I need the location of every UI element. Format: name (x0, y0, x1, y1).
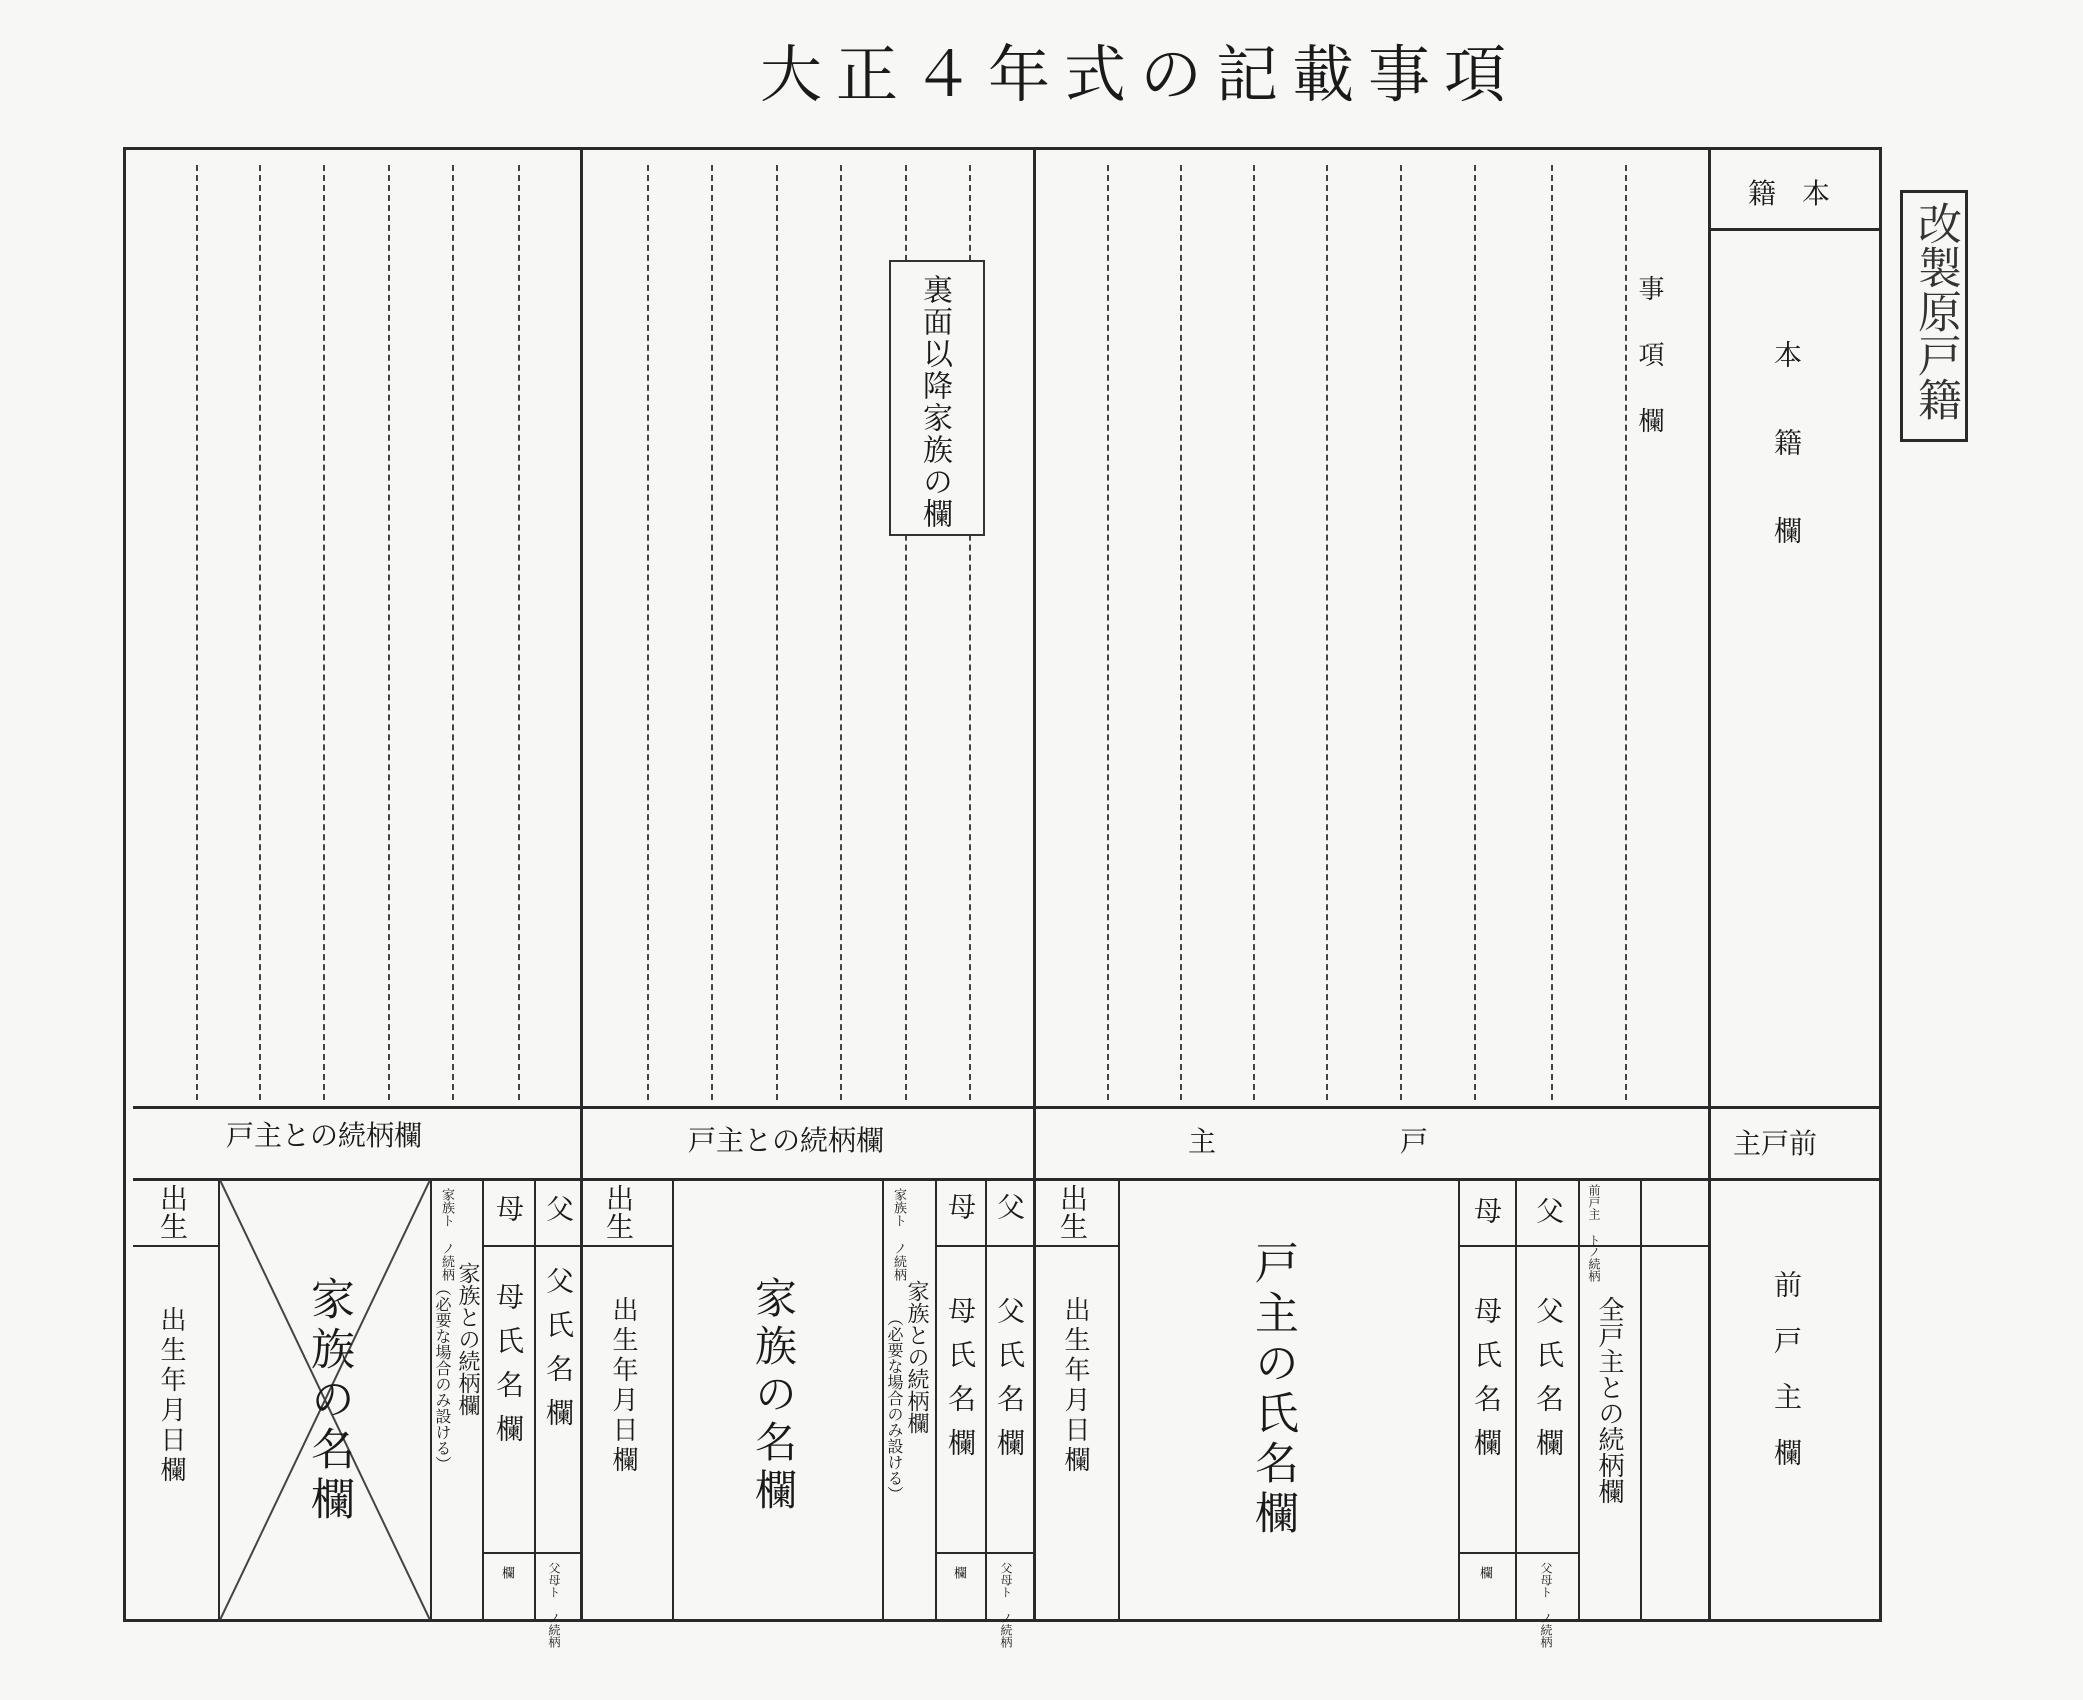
ko-zen-rel-label: 全戸主との続柄欄 (1594, 1296, 1624, 1504)
honseki-header: 籍本 (1748, 177, 1857, 210)
dash-line (388, 165, 390, 1100)
koshu-header-a: 主 (1188, 1125, 1217, 1158)
fm-rel-label: 家族との続柄欄 (904, 1280, 929, 1434)
fl-footer-right: 父母ト ノ続柄 (547, 1562, 561, 1648)
dash-line (259, 165, 261, 1100)
dash-line (1625, 165, 1627, 1100)
fl-mother-label: 母氏名欄 (492, 1282, 525, 1458)
zokugara-left-header: 戸主との続柄欄 (226, 1119, 423, 1152)
fm-birth-label: 出生年月日欄 (608, 1296, 638, 1476)
dash-line (647, 165, 649, 1100)
ko-zen-rel-head: 前戸主 トノ続柄 (1587, 1184, 1601, 1282)
jikou-label: 事項欄 (1634, 275, 1664, 473)
fm-name-label: 家族の名欄 (749, 1276, 798, 1516)
divider-1 (580, 147, 583, 1622)
fl-footer-left: 欄 (499, 1566, 514, 1579)
ko-footer-right: 父母ト ノ続柄 (1539, 1562, 1553, 1648)
honseki-header-line (1708, 228, 1882, 231)
ko-birth-head: 出生 (1056, 1184, 1089, 1240)
dash-line (1180, 165, 1182, 1100)
fl-rel-head: 家族ト ノ続柄 (439, 1188, 454, 1281)
fm-father-head: 父 (993, 1192, 1026, 1220)
dash-line (1474, 165, 1476, 1100)
fl-birth-head: 出生 (156, 1184, 189, 1240)
fm-mother-head: 母 (944, 1192, 977, 1220)
dash-line (1400, 165, 1402, 1100)
dash-line (1326, 165, 1328, 1100)
fm-rel-head: 家族ト ノ続柄 (891, 1188, 906, 1281)
ko-birth-label: 出生年月日欄 (1060, 1296, 1090, 1476)
fm-parent-foot-line (935, 1552, 1033, 1554)
fm-name-divider (882, 1178, 884, 1622)
ko-parent-head-line (1458, 1245, 1708, 1247)
ko-footer-left: 欄 (1477, 1566, 1492, 1579)
ura-note-box (889, 260, 985, 536)
ko-name-label: 戸主の氏名欄 (1247, 1240, 1298, 1540)
divider-3 (1708, 147, 1711, 1622)
dash-line (196, 165, 198, 1100)
koshu-header-b: 戸 (1400, 1125, 1429, 1158)
divider-2 (1033, 147, 1036, 1622)
fl-father-head: 父 (542, 1194, 575, 1222)
dash-line (1551, 165, 1553, 1100)
fl-mother-head: 母 (492, 1194, 525, 1222)
ko-parent-foot-line (1458, 1552, 1578, 1554)
dash-line (711, 165, 713, 1100)
honseki-label: 本籍欄 (1770, 340, 1803, 604)
fm-birth-head-line (583, 1245, 672, 1247)
dash-line (323, 165, 325, 1100)
fl-parent-head-line (482, 1245, 580, 1247)
dash-line (840, 165, 842, 1100)
dash-line (1107, 165, 1109, 1100)
fm-footer-right: 父母ト ノ続柄 (999, 1562, 1013, 1648)
fm-rel-note: （必要な場合のみ設ける） (885, 1310, 904, 1502)
fl-birth-head-line (133, 1245, 218, 1247)
fl-name-divider (430, 1178, 432, 1622)
fm-birth-divider (672, 1178, 674, 1622)
ko-birth-head-line (1036, 1245, 1118, 1247)
fl-parent-foot-line (482, 1552, 580, 1554)
dash-line (1253, 165, 1255, 1100)
section-divider (133, 1106, 1882, 1109)
dash-line (776, 165, 778, 1100)
ko-birth-divider (1118, 1178, 1120, 1622)
fm-parent-head-line (935, 1245, 1033, 1247)
kaisei-stamp (1900, 190, 1968, 442)
dash-line (452, 165, 454, 1100)
page-title: 大正４年式の記載事項 (760, 38, 1521, 111)
ura-note-text: 裏面以降家族の欄 (917, 274, 952, 530)
ko-mother-head: 母 (1470, 1196, 1503, 1224)
fl-father-label: 父氏名欄 (542, 1266, 575, 1442)
ko-father-label: 父氏名欄 (1532, 1296, 1565, 1472)
fl-birth-label: 出生年月日欄 (156, 1306, 186, 1486)
zen-koshu-label: 前戸主欄 (1770, 1270, 1803, 1494)
fm-father-label: 父氏名欄 (993, 1296, 1026, 1472)
fl-rel-note: （必要な場合のみ設ける） (433, 1280, 452, 1472)
ko-mother-label: 母氏名欄 (1470, 1296, 1503, 1472)
fm-mother-label: 母氏名欄 (944, 1296, 977, 1472)
fm-birth-head: 出生 (602, 1184, 635, 1240)
ko-father-head: 父 (1532, 1196, 1565, 1224)
fm-footer-left: 欄 (951, 1566, 966, 1579)
zen-koshu-header: 主戸前 (1733, 1127, 1818, 1160)
zokugara-mid-header: 戸主との続柄欄 (688, 1124, 885, 1157)
fl-name-label: 家族の名欄 (303, 1276, 354, 1526)
dash-line (518, 165, 520, 1100)
fl-rel-label: 家族との続柄欄 (455, 1262, 480, 1416)
stamp-text: 改製原戸籍 (1910, 201, 1961, 421)
